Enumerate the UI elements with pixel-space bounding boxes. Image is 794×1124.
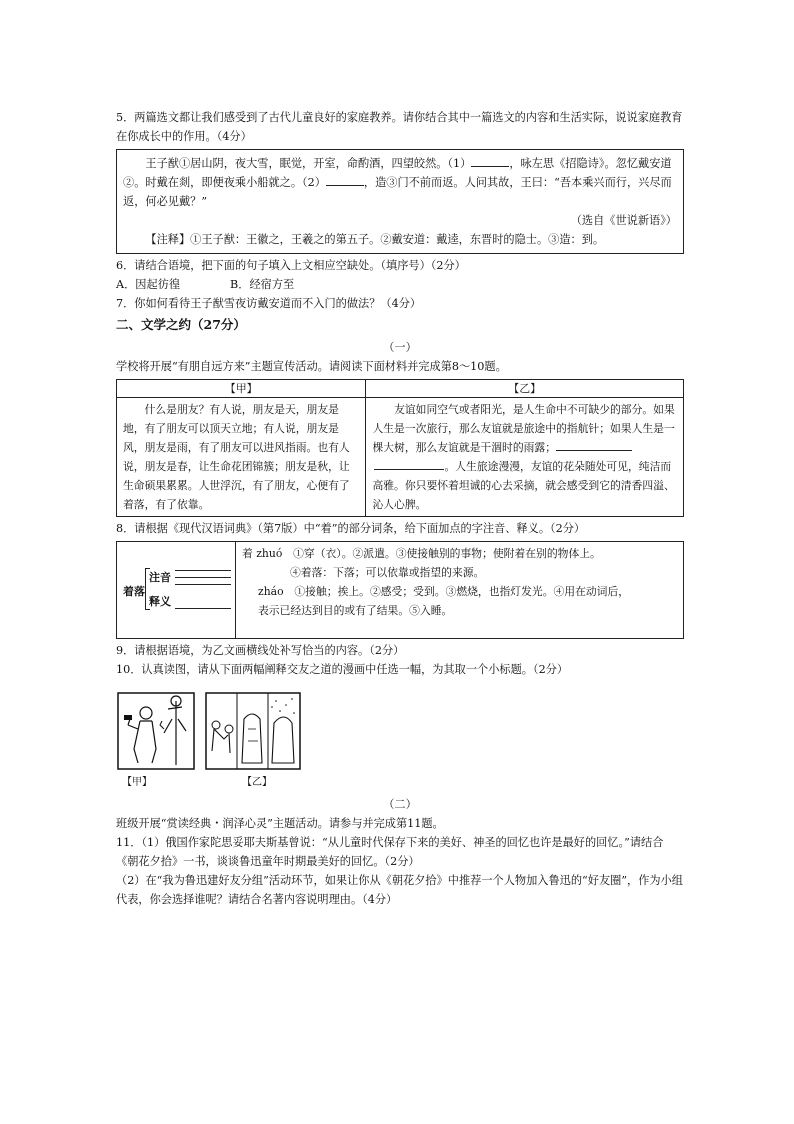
entry-line-1: 着 zhuó ①穿（衣）。②派遣。③使接触别的事物；使附着在别的物体上。	[242, 547, 601, 560]
card-line-2[interactable]	[175, 577, 231, 578]
card-line-4[interactable]	[175, 608, 231, 609]
entry-line-2: ④着落：下落；可以依靠或指望的来源。	[290, 566, 485, 579]
yi-text-b: 。人生旅途漫漫，友谊的花朵随处可见，纯洁而高雅。你只要怀着坦诚的心去采摘，就会感受到它的清香四溢、沁人心脾。	[372, 460, 675, 511]
jia-text: 什么是朋友？有人说，朋友是天，朋友是地，有了朋友可以顶天立地；有人说，朋友是风，朋友是雨，有了朋友可以进风指雨。也有人说，朋友是春，让生命花团锦簇；朋友是秋，让生命硕果累累。人世浮沉，有了朋友，心便有了着落，有了依靠。	[117, 398, 366, 517]
option-a: A．因起彷徨	[116, 278, 181, 291]
option-b: B．经宿方至	[230, 278, 295, 291]
question-8: 8．请根据《现代汉语词典》（第7版）中“着”的部分词条，给下面加点的字注音、释义。（2分）	[116, 522, 586, 535]
dictionary-entries	[236, 542, 684, 639]
material-table	[116, 379, 684, 517]
classical-passage-box	[116, 149, 684, 254]
passage-line-3: ，造③门不前而返。人问其故，王曰：“吾本乘兴而行，兴尽而返，何必见戴？”	[123, 176, 672, 208]
yi-text-a: 友谊如同空气或者阳光，是人生命中不可缺少的部分。如果人生是一次旅行，那么友谊就是旅途中的指航针；如果人生是一棵大树，那么友谊就是干涸时的雨露；	[372, 403, 675, 454]
comic-yi-caption: 【乙】	[242, 777, 272, 788]
yi-header: 【乙】	[366, 380, 684, 398]
jia-header: 【甲】	[117, 380, 366, 398]
yi-text	[366, 398, 684, 517]
comic-jia-caption: 【甲】	[122, 777, 152, 788]
card-meaning-label: 释义	[149, 595, 171, 608]
entry-line-3: zháo ①接触；挨上。②感受；受到。③燃烧，也指灯发光。④用在动词后，	[258, 585, 630, 598]
card-line-1[interactable]	[175, 570, 231, 571]
question-5: 5．两篇选文都让我们感受到了古代儿童良好的家庭教养。请你结合其中一篇选文的内容和生活实际，说说家庭教育在你成长中的作用。（4分）	[116, 111, 683, 143]
exam-page	[116, 108, 684, 909]
card-word: 着落	[123, 585, 145, 598]
dictionary-table	[116, 541, 684, 639]
question-6-options	[116, 275, 684, 294]
card-line-3[interactable]	[175, 584, 231, 585]
yi-blank-1[interactable]	[556, 450, 632, 451]
blank-2[interactable]	[326, 185, 364, 186]
passage-text	[123, 154, 677, 211]
section-2-title: 二、文学之约（27分）	[116, 317, 246, 332]
comic-jia	[118, 693, 194, 769]
question-11-2: （2）在“我为鲁迅建好友分组”活动环节，如果让你从《朝花夕拾》中推荐一个人物加入鲁迅的“好友圈”，作为小组代表，你会选择谁呢？请结合名著内容说明理由。（4分）	[116, 874, 683, 906]
part-2-title: （二）	[383, 798, 417, 811]
answer-card-cell	[117, 542, 236, 639]
yi-blank-2[interactable]	[374, 469, 444, 470]
question-7: 7．你如何看待王子猷雪夜访戴安道而不入门的做法？（4分）	[116, 297, 422, 310]
part-2-intro: 班级开展“赏读经典・润泽心灵”主题活动。请参与并完成第11题。	[116, 817, 444, 830]
question-6: 6．请结合语境，把下面的句子填入上文相应空缺处。（填序号）（2分）	[116, 259, 466, 272]
question-11-1: 11．（1）俄国作家陀思妥耶夫斯基曾说：“从儿童时代保存下来的美好、神圣的回忆也许是最好的回忆。”请结合《朝花夕拾》一书，谈谈鲁迅童年时期最美好的回忆。（2分）	[116, 836, 664, 868]
passage-source: （选自《世说新语》）	[570, 214, 677, 227]
question-10: 10．认真读图，请从下面两幅阐释交友之道的漫画中任选一幅，为其取一个小标题。（2分）	[116, 663, 569, 676]
comic-yi	[206, 693, 300, 769]
question-9: 9．请根据语境，为乙文画横线处补写恰当的内容。（2分）	[116, 644, 405, 657]
comics-area	[116, 689, 684, 793]
section-2-intro: 学校将开展“有朋自远方来”主题宣传活动。请阅读下面材料并完成第8～10题。	[116, 360, 507, 373]
passage-line-2: ，咏左思《招隐诗》。忽忆戴安道②。时戴在剡，即便夜乘小船就之。（2）	[123, 157, 672, 189]
passage-note: 【注释】①王子猷：王徽之，王羲之的第五子。②戴安道：戴逵，东晋时的隐士。③造：到。	[145, 233, 605, 246]
blank-1[interactable]	[471, 166, 509, 167]
passage-line-1: 王子猷①居山阴，夜大雪，眠觉，开室，命酌酒，四望皎然。（1）	[145, 157, 472, 170]
entry-line-4: 表示已经达到目的或有了结果。⑤入睡。	[258, 604, 453, 617]
answer-card	[119, 564, 231, 614]
part-1-title: （一）	[383, 341, 417, 354]
card-pinyin-label: 注音	[149, 571, 171, 584]
